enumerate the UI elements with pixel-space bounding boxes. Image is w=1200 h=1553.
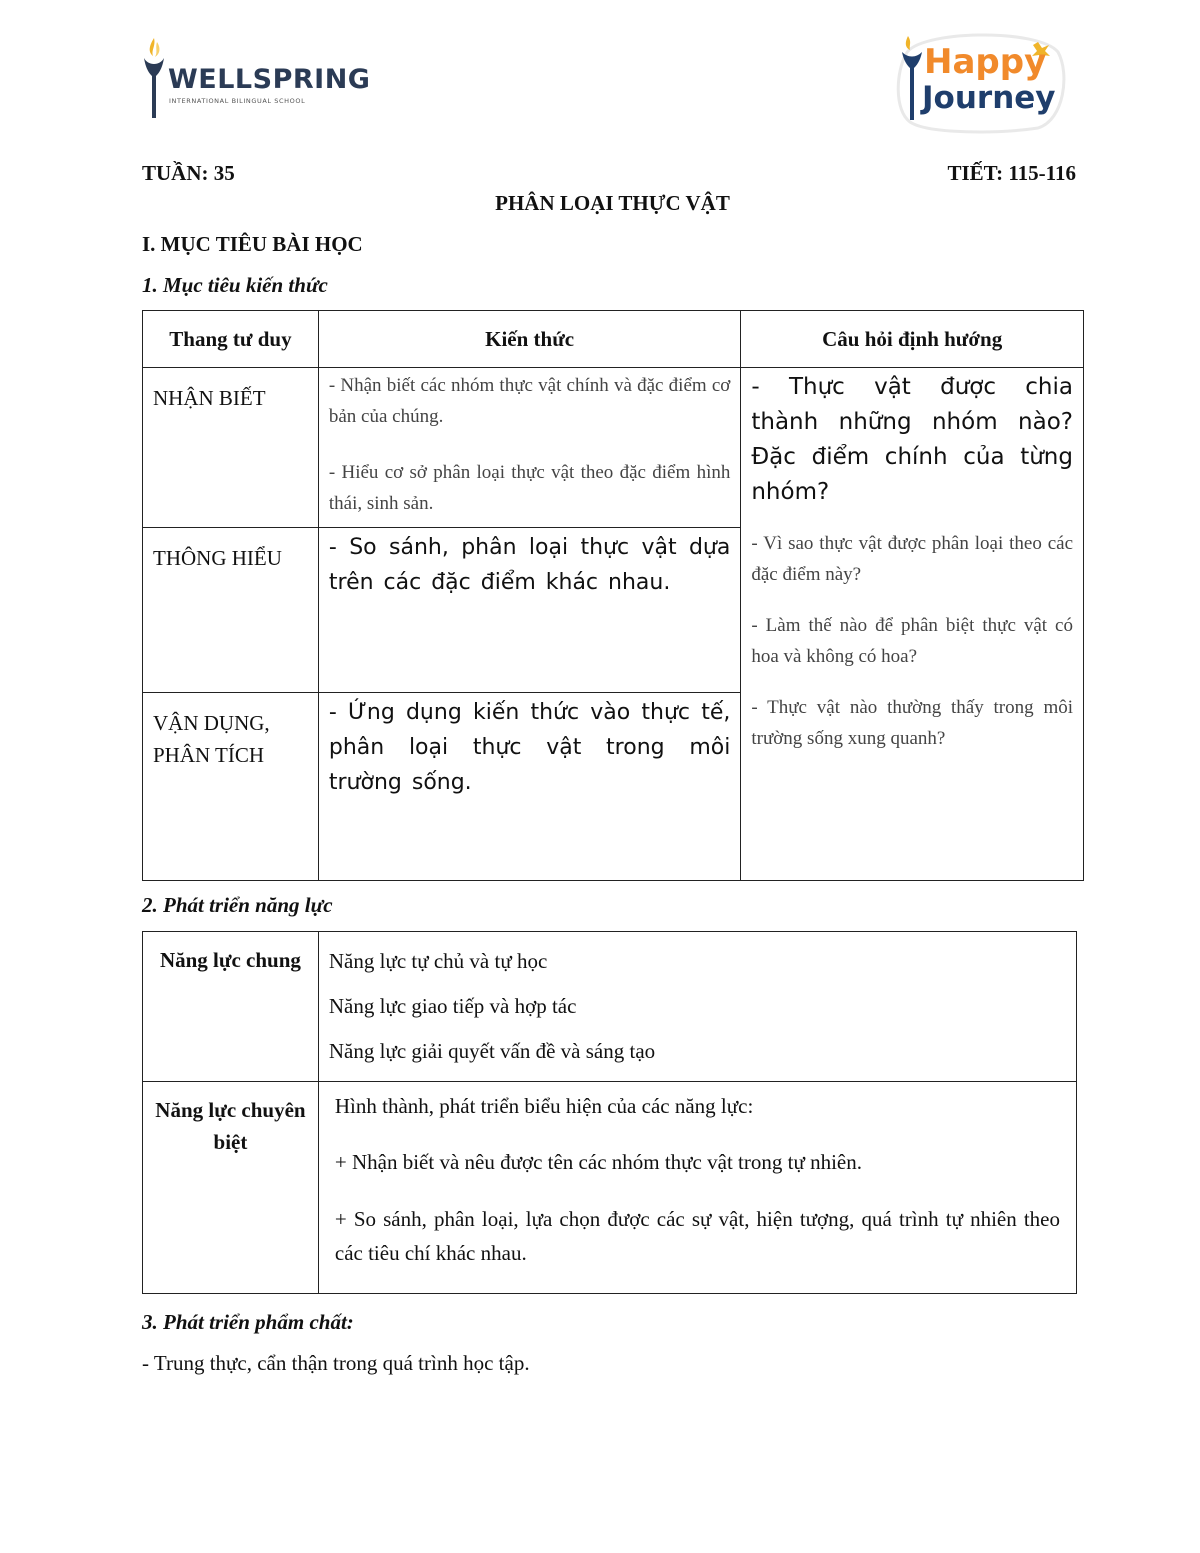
happy-journey-logo [888,24,1068,134]
list-item: + So sánh, phân loại, lựa chọn được các sự vật, hiện tượng, quá trình tự nhiên theo các tiêu chí khác nhau. [334,1207,1060,1265]
knowledge-cell: - Ứng dụng kiến thức vào thực tế, phân loại thực vật trong môi trường sống. [318,693,740,881]
question-text: - Làm thế nào để phân biệt thực vật có hoa và không có hoa? [751,615,1073,667]
knowledge-text: - Nhận biết các nhóm thực vật chính và đặc điểm cơ bản của chúng. [328,375,731,427]
questions-cell [741,368,1084,881]
knowledge-table [142,310,1084,881]
knowledge-text: - Hiểu cơ sở phân loại thực vật theo đặc điểm hình thái, sinh sản. [328,462,731,514]
list-item: + Nhận biết và nêu được tên các nhóm thực vật trong tự nhiên. [334,1150,862,1174]
subheading-quality: 3. Phát triển phẩm chất: [142,1310,354,1334]
quality-text: - Trung thực, cẩn thận trong quá trình học tập. [142,1351,530,1375]
level-cell: VẬN DỤNG, PHÂN TÍCH [143,693,319,881]
table-header: Thang tư duy [143,311,319,368]
section-heading: I. MỤC TIÊU BÀI HỌC [142,232,363,256]
knowledge-cell [318,368,740,528]
week-label: TUẦN: 35 [142,161,235,185]
period-label: TIẾT: 115-116 [947,161,1076,185]
subheading-competency: 2. Phát triển năng lực [142,893,333,917]
wellspring-logo [140,36,371,122]
torch-icon [140,36,168,122]
list-item: Năng lực giao tiếp và hợp tác [328,994,577,1018]
competency-label: Năng lực chuyên biệt [143,1082,319,1294]
question-text: - Thực vật được chia thành những nhóm nào? Đặc điểm chính của từng nhóm? [751,374,1073,505]
list-item: Hình thành, phát triển biểu hiện của các năng lực: [334,1094,754,1118]
level-cell [143,528,319,693]
level-cell: NHẬN BIẾT [143,368,319,528]
table-header: Câu hỏi định hướng [741,311,1084,368]
page-title: PHÂN LOẠI THỰC VẬT [495,191,730,215]
journey-text: Journey [922,80,1056,116]
competency-label: Năng lực chung [143,932,319,1082]
table-header: Kiến thức [318,311,740,368]
list-item: Năng lực giải quyết vấn đề và sáng tạo [328,1039,656,1063]
question-text: - Vì sao thực vật được phân loại theo các đặc điểm này? [751,533,1073,585]
question-text: - Thực vật nào thường thấy trong môi trường sống xung quanh? [751,697,1073,749]
general-items-cell [318,932,1076,1082]
level-label: THÔNG HIỂU [153,546,282,570]
list-item: Năng lực tự chủ và tự học [328,949,548,973]
wellspring-name: WELLSPRING [168,64,371,95]
wellspring-subtitle: INTERNATIONAL BILINGUAL SCHOOL [169,97,306,105]
special-items-cell [318,1082,1076,1294]
competency-table [142,931,1077,1294]
happy-text: Happy [924,42,1047,82]
subheading-knowledge: 1. Mục tiêu kiến thức [142,273,328,297]
knowledge-cell: - So sánh, phân loại thực vật dựa trên các đặc điểm khác nhau. [318,528,740,693]
